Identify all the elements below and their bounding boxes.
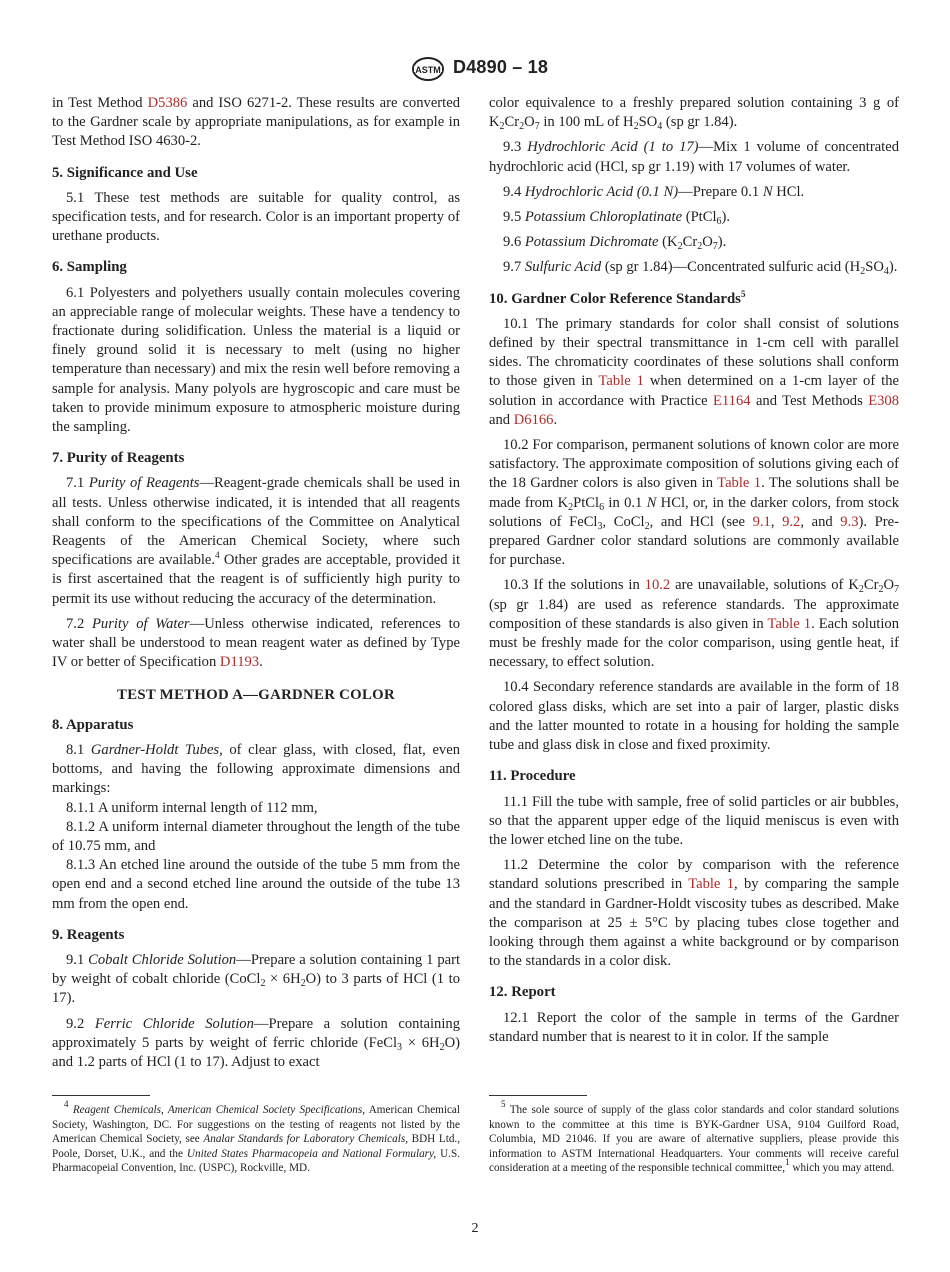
paragraph-8-1-3: 8.1.3 An etched line around the outside of the tube 5 mm from the open end and a second etched line around the outside of the tube 13 mm from the open end. bbox=[52, 857, 460, 912]
paragraph-9-5: 9.5 Potassium Chloroplatinate (PtCl$_6$). bbox=[503, 209, 731, 228]
paragraph-9-7: 9.7 Sulfuric Acid (sp gr 1.84)—Concentrated sulfuric acid $(H_2SO_4)$. bbox=[503, 259, 898, 278]
page-header bbox=[0, 56, 950, 82]
left-column bbox=[52, 94, 460, 1078]
paragraph-8-1-2: 8.1.2 A uniform internal diameter throughout the length of the tube of 10.75 mm, and bbox=[52, 818, 460, 854]
page-number: 2 bbox=[471, 1221, 479, 1236]
paragraph-9-2: 9.2 Ferric Chloride Solution—Prepare a solution containing approximately 5 parts by weight of ferric chloride (FeCl$_3$ × $6H_2O$) and 1.2 parts of HCl (1 to 17). Adjust to exact bbox=[52, 1015, 461, 1070]
link-10-2[interactable]: 10.2 bbox=[644, 577, 671, 594]
paragraph-10-2: 10.2 For comparison, permanent solutions of known color are more satisfactory. The approximate composition of solutions giving each of the 18 Gardner colors is also given in Table 1. The solutions shall be made from $K_2PtCl_6$ in 0.1 N HCl, or, in the darker colors, from stock solutions of FeCl$_3$, CoCl$_2$, and HCl (see 9.1, 9.2, and 9.3). Pre-prepared Gardner color standard solutions are commonly available for purchase. bbox=[489, 437, 899, 569]
paragraph-10-1: 10.1 The primary standards for color shall consist of solutions defined by their spectral transmittance in 1-cm cell with parallel sides. The chromaticity coordinates of these solutions shall conform to those given in Table 1 when determined on a 1-cm layer of the solution in accordance with Practice E1164 and Test Methods E308 and D6166. bbox=[489, 315, 899, 428]
paragraph-6-1: 6.1 Polyesters and polyethers usually contain molecules covering an appreciable range of molecular weights. These have a tendency to fractionate during solidification. Unless the material is a liquid or finely ground solid it is necessary to melt (using no higher temperature than necessary) and mix the resin well before removing a sample for analysis. Many polyols are hygroscopic and care must be taken to provide minimum exposure to atmospheric moisture during the sampling. bbox=[52, 284, 460, 436]
link-d1193[interactable]: D1193 bbox=[219, 654, 260, 671]
link-d5386[interactable]: D5386 bbox=[147, 95, 188, 111]
document-number: D4890 – 18 bbox=[453, 57, 549, 77]
paragraph-8-1-1: 8.1.1 A uniform internal length of 112 mm, bbox=[66, 799, 318, 816]
paragraph-9-6: 9.6 Potassium Dichromate $(K_2Cr_2O_7)$. bbox=[503, 234, 727, 253]
method-a-heading: TEST METHOD A—GARDNER COLOR bbox=[117, 687, 395, 704]
link-9-2[interactable]: 9.2 bbox=[782, 513, 801, 530]
footnote-rule-left bbox=[52, 1095, 150, 1096]
paragraph-11-2: 11.2 Determine the color by comparison with the reference standard solutions prescribed in Table 1, by comparing the sample and the standard in Gardner-Holdt viscosity tubes as described. Make the comparison at 25 ± 5°C by placing tubes close together and looking through them against a white background or by comparison to the standards in a color disk. bbox=[489, 857, 899, 970]
link-e1164[interactable]: E1164 bbox=[712, 392, 751, 409]
paragraph-11-1: 11.1 Fill the tube with sample, free of solid particles or air bubbles, so that the apparent upper edge of the liquid meniscus is even with the lower etched line on the tube. bbox=[489, 793, 899, 848]
paragraph-8-1: 8.1 Gardner-Holdt Tubes, of clear glass, with closed, flat, even bottoms, and having the following approximate dimensions and markings: bbox=[52, 741, 460, 797]
section-10-heading: 10. Gardner Color Reference Standards$^5$ bbox=[489, 288, 746, 307]
link-table-1[interactable]: Table 1 bbox=[598, 373, 644, 390]
footnote-ref-4: 4 bbox=[215, 550, 220, 561]
footnote-ref-5: 5 bbox=[740, 288, 746, 299]
link-e308[interactable]: E308 bbox=[868, 392, 899, 409]
link-9-3[interactable]: 9.3 bbox=[840, 513, 859, 530]
footnote-5: $^5$ The sole source of supply of the glass color standards and color standard solutions known to the committee at this time is BYK-Gardner USA, 9104 Guilford Road, Columbia, MD 21046. If you are aware of alternative suppliers, please provide this information to ASTM International Headquarters. Your comments will receive careful consideration at a meeting of the responsible technical committee,$^1$ which you may attend. bbox=[489, 1099, 899, 1175]
link-9-1[interactable]: 9.1 bbox=[752, 513, 771, 530]
astm-logo-icon bbox=[410, 56, 446, 82]
section-6-heading: 6. Sampling bbox=[52, 259, 127, 276]
paragraph-7-2: 7.2 Purity of Water—Unless otherwise indicated, references to water shall be understood to mean reagent water as defined by Type IV or better of Specification D1193. bbox=[52, 615, 461, 671]
right-column bbox=[489, 94, 899, 1053]
svg-text:ASTM: ASTM bbox=[415, 65, 441, 75]
link-table-1[interactable]: Table 1 bbox=[688, 876, 734, 893]
paragraph-9-4: 9.4 Hydrochloric Acid (0.1 N)—Prepare 0.1 N HCl. bbox=[503, 183, 805, 200]
paragraph-9-1: 9.1 Cobalt Chloride Solution—Prepare a solution containing 1 part by weight of cobalt chloride (CoCl$_2$ × $6H_2O$) to 3 parts of HCl (1 to 17). bbox=[52, 951, 461, 1007]
paragraph-7-1: 7.1 Purity of Reagents—Reagent-grade chemicals shall be used in all tests. Unless otherwise indicated, it is intended that all reagents shall conform to the specifications of the Committee on Analytical Reagents of the American Chemical Society, where such specifications are available.$^4$ Other grades are acceptable, provided it is first ascertained that the reagent is of sufficiently high purity to permit its use without reducing the accuracy of the determination. bbox=[52, 475, 460, 607]
section-11-heading: 11. Procedure bbox=[489, 768, 576, 785]
paragraph-10-3: 10.3 If the solutions in 10.2 are unavailable, solutions of $K_2Cr_2O_7$ (sp gr 1.84) are used as reference standards. The approximate composition of these standards is also given in Table 1. Each solution must be freshly made for the color comparison, using gentle heat, if necessary, to effect solution. bbox=[489, 577, 899, 671]
footnote-4: $^4$ Reagent Chemicals, American Chemical Society Specifications, American Chemical Society, Washington, DC. For suggestions on the testing of reagents not listed by the American Chemical Society, see Analar Standards for Laboratory Chemicals, BDH Ltd., Poole, Dorset, U.K., and the United States Pharmacopeia and National Formulary, U.S. Pharmacopeial Convention, Inc. (USPC), Rockville, MD. bbox=[52, 1099, 461, 1175]
paragraph-10-4: 10.4 Secondary reference standards are available in the form of 18 colored glass disks, which are set into a pair of larger, plastic disks and the latter mounted to rotate in a housing for holding the sample tube and glass disk in close and fixed proximity. bbox=[489, 679, 899, 754]
section-5-heading: 5. Significance and Use bbox=[52, 164, 198, 181]
section-7-heading: 7. Purity of Reagents bbox=[52, 450, 185, 467]
section-12-heading: 12. Report bbox=[489, 984, 556, 1001]
section-9-heading: 9. Reagents bbox=[52, 926, 125, 943]
section-8-heading: 8. Apparatus bbox=[52, 716, 134, 733]
paragraph-5-1: 5.1 These test methods are suitable for quality control, as specification tests, and for research. Color is an important property of urethane products. bbox=[52, 189, 460, 245]
footnote-rule-right bbox=[489, 1095, 587, 1096]
link-table-1[interactable]: Table 1 bbox=[767, 615, 812, 632]
link-d6166[interactable]: D6166 bbox=[513, 411, 554, 428]
paragraph-12-1: 12.1 Report the color of the sample in terms of the Gardner standard number that is nearest to it in color. If the sample bbox=[489, 1009, 899, 1045]
link-table-1[interactable]: Table 1 bbox=[717, 475, 762, 492]
paragraph-9-2-continued: color equivalence to a freshly prepared solution containing 3 g of $K_2Cr_2O_7$ in 100 mL of $H_2SO_4$ (sp gr 1.84). bbox=[489, 95, 899, 133]
paragraph-9-3: 9.3 Hydrochloric Acid (1 to 17)—Mix 1 volume of concentrated hydrochloric acid (HCl, sp gr 1.19) with 17 volumes of water. bbox=[489, 139, 900, 175]
intro-paragraph: in Test Method D5386 and ISO 6271-2. These results are converted to the Gardner scale by appropriate manipulations, as for example in Test Method ISO 4630-2. bbox=[52, 95, 460, 150]
